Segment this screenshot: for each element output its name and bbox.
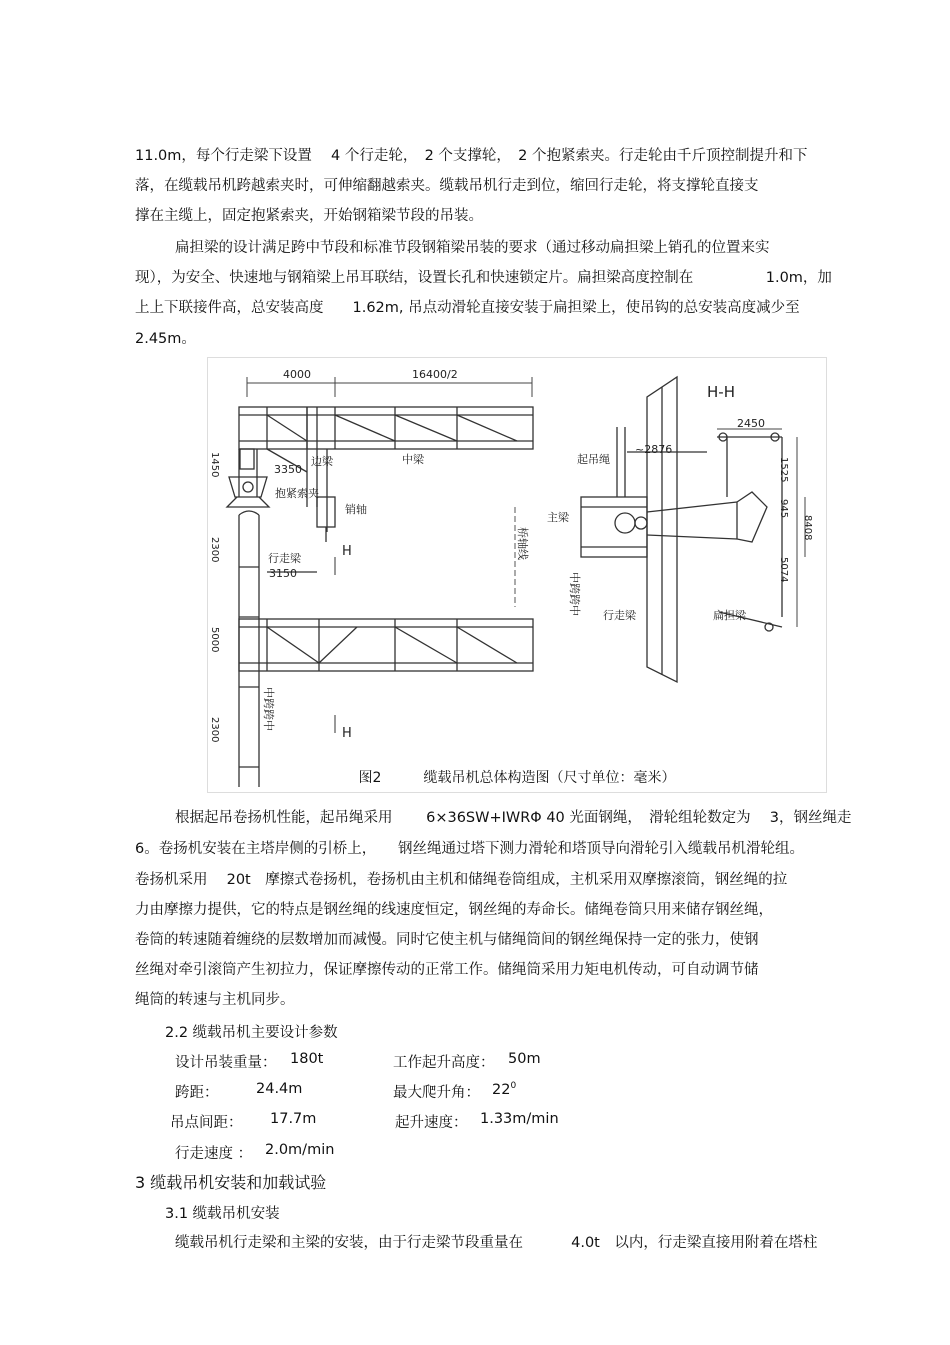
dim-16400: 16400/2	[412, 368, 458, 381]
label-xingzouliang-left: 行走梁	[268, 552, 301, 565]
label-h-bottom: H	[342, 726, 352, 741]
param-label-angle: 最大爬升角：	[393, 1085, 480, 1101]
para2-line3: 上上下联接件高，总安装高度 1.62m, 吊点动滑轮直接安装于扁担梁上，使吊钩的总安装高度减少至	[135, 300, 800, 316]
param-value-weight: 180t	[290, 1051, 324, 1067]
para3-line4: 力由摩擦力提供，它的特点是钢丝绳的线速度恒定，钢丝绳的寿命长。储绳卷筒只用来储存钢丝绳，	[135, 902, 773, 918]
dim-3350: 3350	[274, 463, 302, 476]
label-qidiaosheng: 起吊绳	[577, 453, 610, 466]
param-label-weight: 设计吊装重量：	[175, 1055, 277, 1071]
label-xingzouliang-right: 行走梁	[603, 609, 636, 622]
para2-line4: 2.45m。	[135, 331, 196, 347]
section-2-2-heading: 2.2 缆载吊机主要设计参数	[165, 1025, 338, 1041]
figure-caption: 图2 缆载吊机总体构造图（尺寸单位：毫米）	[358, 770, 676, 786]
param-value-angle	[492, 1081, 516, 1098]
label-baojin: 抱紧索夹	[275, 487, 319, 500]
param-label-height: 工作起升高度：	[393, 1055, 495, 1071]
label-hh: H-H	[707, 383, 735, 401]
para1-line1: 11.0m，每个行走梁下设置 4 个行走轮， 2 个支撑轮， 2 个抱紧索夹。行走轮由千斤顶控制提升和下	[135, 148, 808, 164]
param-label-speed: 起升速度：	[395, 1115, 468, 1131]
crane-structure-figure	[207, 357, 827, 793]
vdim-3: 5000	[209, 627, 220, 653]
label-kuazhong-left: 中跨跨中	[262, 687, 275, 731]
dim-4000: 4000	[283, 368, 311, 381]
para3-line5: 卷筒的转速随着缠绕的层数增加而减慢。同时它使主机与储绳筒间的钢丝绳保持一定的张力，使钢	[135, 932, 759, 948]
para3-line7: 绳筒的转速与主机同步。	[135, 992, 295, 1008]
param-value-spacing: 17.7m	[270, 1111, 317, 1127]
dim-2876: ~2876	[635, 443, 673, 456]
section-3-1-heading: 3.1 缆载吊机安装	[165, 1206, 280, 1222]
vdim-4: 2300	[209, 717, 220, 743]
para4-line1: 缆载吊机行走梁和主梁的安装，由于行走梁节段重量在 4.0t 以内，行走梁直接用附着在塔柱	[175, 1235, 818, 1251]
label-h-top: H	[342, 544, 352, 559]
vdim-2: 2300	[209, 537, 220, 563]
vdim-1: 1450	[209, 452, 220, 478]
param-label-spacing: 吊点间距：	[170, 1115, 243, 1131]
dim-3150: 3150	[269, 567, 297, 580]
para2-line1: 扁担梁的设计满足跨中节段和标准节段钢箱梁吊装的要求（通过移动扁担梁上销孔的位置来实	[175, 240, 770, 256]
label-xiaozhou: 销轴	[345, 503, 367, 516]
param-label-span: 跨距：	[175, 1085, 219, 1101]
rdim-2: 945	[778, 499, 789, 519]
param-value-span: 24.4m	[256, 1081, 303, 1097]
rdim-3: 5074	[778, 557, 789, 583]
crane-drawing	[207, 357, 827, 793]
angle-degree-sup: 0	[510, 1081, 517, 1091]
dim-2450: 2450	[737, 417, 765, 430]
param-label-travel: 行走速度 ：	[175, 1146, 253, 1162]
angle-number: 22	[492, 1081, 511, 1098]
para1-line2: 落，在缆载吊机跨越索夹时，可伸缩翻越索夹。缆载吊机行走到位，缩回行走轮，将支撑轮直接支	[135, 178, 759, 194]
rdim-1: 1525	[778, 457, 789, 483]
param-value-travel: 2.0m/min	[265, 1142, 335, 1158]
para3-line3: 卷扬机采用 20t 摩擦式卷扬机，卷扬机由主机和储绳卷筒组成，主机采用双摩擦滚筒，钢丝绳的拉	[135, 872, 788, 888]
label-bianliang: 边梁	[311, 455, 333, 468]
label-biandan: 扁担梁	[713, 609, 746, 622]
para3-line6: 丝绳对牵引滚筒产生初拉力，保证摩擦传动的正常工作。储绳筒采用力矩电机传动，可自动调节储	[135, 962, 759, 978]
para2-line2: 现），为安全、快速地与钢箱梁上吊耳联结，设置长孔和快速锁定片。扁担梁高度控制在 1.0m，加	[135, 270, 832, 286]
param-value-height: 50m	[508, 1051, 541, 1067]
label-zhongliang: 中梁	[402, 453, 424, 466]
label-qiaozhouxian: 桥轴线	[516, 527, 529, 560]
para3-line1: 根据起吊卷扬机性能，起吊绳采用 6×36SW+IWRΦ 40 光面钢绳， 滑轮组轮数定为 3，钢丝绳走	[175, 810, 852, 826]
param-value-speed: 1.33m/min	[480, 1111, 559, 1127]
para3-line2: 6。卷扬机安装在主塔岸侧的引桥上， 钢丝绳通过塔下测力滑轮和塔顶导向滑轮引入缆载吊机滑轮组。	[135, 841, 804, 857]
rdim-4: 8408	[802, 515, 813, 541]
para1-line3: 撑在主缆上，固定抱紧索夹，开始钢箱梁节段的吊装。	[135, 208, 483, 224]
label-zhuliang: 主梁	[547, 511, 569, 524]
label-kuazhong-right: 中跨跨中	[568, 572, 581, 616]
section-3-heading: 3 缆载吊机安装和加载试验	[135, 1173, 327, 1192]
